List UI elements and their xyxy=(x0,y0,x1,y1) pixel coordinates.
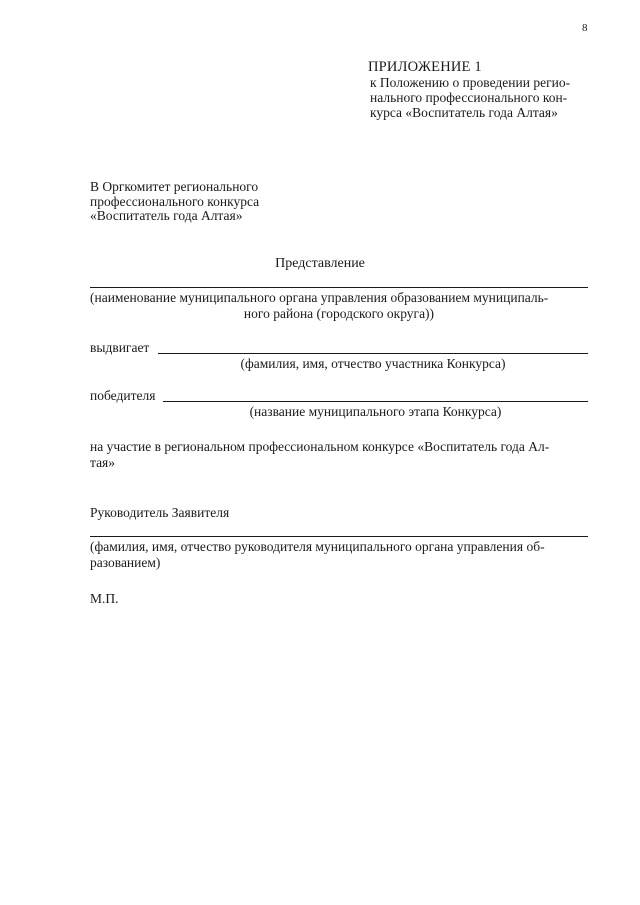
appendix-title: ПРИЛОЖЕНИЕ 1 xyxy=(368,59,482,75)
org-name-note-line-1: (наименование муниципального органа управления образованием муниципаль- xyxy=(90,290,549,305)
appendix-header xyxy=(368,60,593,120)
page-number: 8 xyxy=(582,22,588,34)
nominates-label: выдвигает xyxy=(90,340,150,355)
participation-text xyxy=(90,439,588,471)
stamp-place: М.П. xyxy=(90,591,119,606)
addressee-line-1: В Оргкомитет регионального xyxy=(90,179,259,194)
addressee-block xyxy=(90,180,259,224)
nominee-line xyxy=(158,353,588,354)
stage-line xyxy=(163,401,588,402)
appendix-line-3: курса «Воспитатель года Алтая» xyxy=(370,105,558,120)
participation-line-2: тая» xyxy=(90,455,116,470)
document-heading: Представление xyxy=(275,256,365,271)
head-name-note xyxy=(90,539,588,571)
winner-label: победителя xyxy=(90,388,156,403)
org-name-line xyxy=(90,287,588,288)
head-name-note-line-1: (фамилия, имя, отчество руководителя муниципального органа управления об- xyxy=(90,539,545,554)
org-name-note-line-2: ного района (городского округа)) xyxy=(243,306,435,321)
stage-note: (название муниципального этапа Конкурса) xyxy=(249,404,502,419)
participation-line-1: на участие в региональном профессиональном конкурсе «Воспитатель года Ал- xyxy=(90,439,550,454)
head-name-note-line-2: разованием) xyxy=(90,555,161,570)
head-of-applicant-label: Руководитель Заявителя xyxy=(90,505,230,520)
nominee-note: (фамилия, имя, отчество участника Конкурса) xyxy=(240,356,506,371)
org-name-note xyxy=(90,290,588,322)
appendix-line-1: к Положению о проведении регио- xyxy=(370,75,571,90)
head-name-line xyxy=(90,536,588,537)
addressee-line-2: профессионального конкурса xyxy=(90,193,260,209)
appendix-line-2: нального профессионального кон- xyxy=(370,90,568,105)
addressee-line-3: «Воспитатель года Алтая» xyxy=(90,208,243,223)
